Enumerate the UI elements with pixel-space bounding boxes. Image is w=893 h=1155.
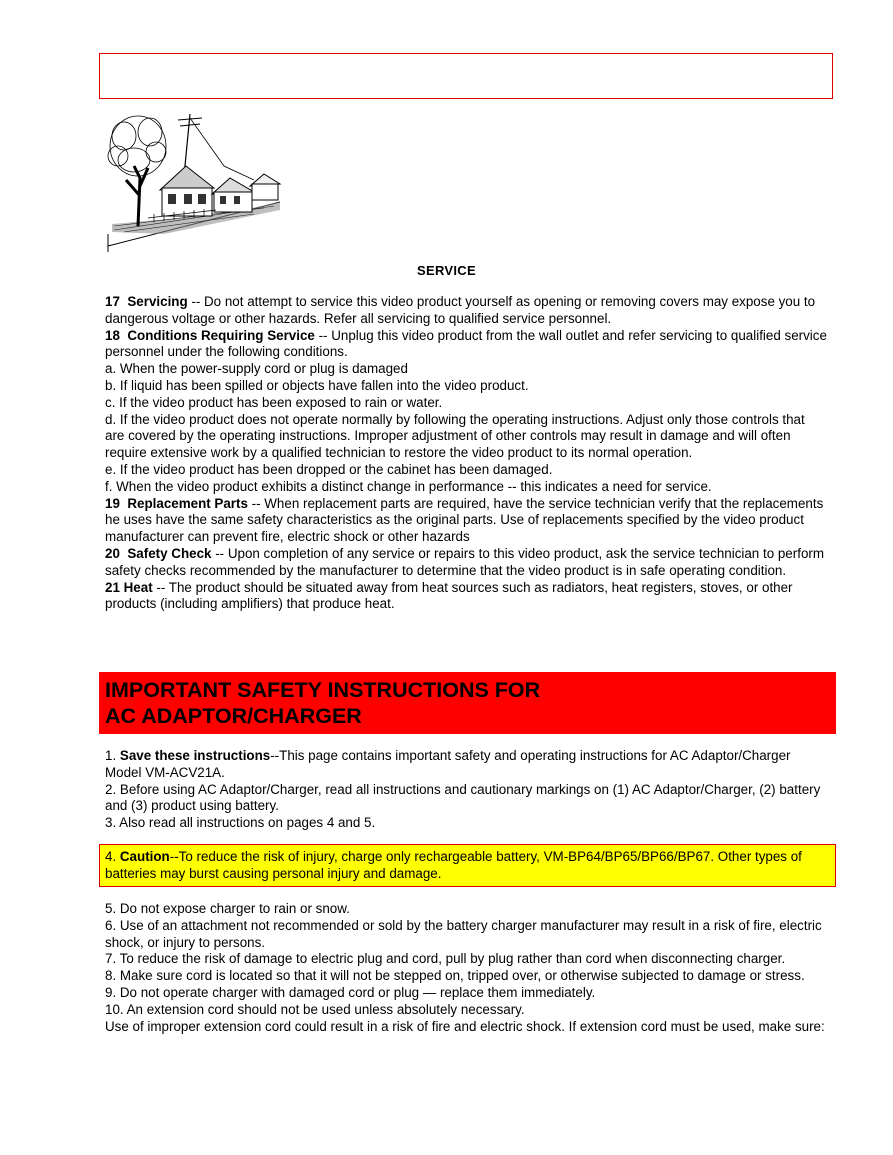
condition-d: d. If the video product does not operate normally by following the operating instructions. Adjust only those controls that are covered by the operating instructions. Improper adjustment of other controls may result in damage and will often require extensive work by a qualified technician to restore the video product to its normal operation. (105, 411, 805, 461)
house-antenna-illustration (104, 106, 284, 252)
charger-item-5: 5. Do not expose charger to rain or snow. (105, 901, 350, 916)
service-item-20: 20 Safety Check -- Upon completion of any service or repairs to this video product, ask the service technician to perform safety checks recommended by the manufacturer to determine that the video product is in safe operating condition. (105, 545, 824, 578)
caution-box: 4. Caution--To reduce the risk of injury, charge only rechargeable battery, VM-BP64/BP65/BP66/BP67. Other types of batteries may burst causing personal injury and damage. (99, 844, 836, 887)
charger-instructions (105, 901, 827, 1035)
item-title: Heat (123, 579, 153, 595)
service-item-17: 17 Servicing -- Do not attempt to service this video product yourself as opening or removing covers may expose you to dangerous voltage or other hazards. Refer all servicing to qualified service personnel. (105, 294, 816, 326)
charger-item-9: 9. Do not operate charger with damaged cord or plug — replace them immediately. (105, 984, 596, 1000)
charger-item-7: 7. To reduce the risk of damage to electric plug and cord, pull by plug rather than cord when disconnecting charger. (105, 951, 786, 967)
banner-line-1: IMPORTANT SAFETY INSTRUCTIONS FOR (105, 678, 541, 702)
condition-f: f. When the video product exhibits a distinct change in performance -- this indicates a need for service. (105, 478, 712, 494)
safety-banner (99, 672, 836, 734)
adaptor-item-1: 1. Save these instructions--This page contains important safety and operating instructions for AC Adaptor/Charger Model VM-ACV21A. (105, 748, 791, 780)
condition-b: b. If liquid has been spilled or objects have fallen into the video product. (105, 377, 529, 393)
extension-cord-note: Use of improper extension cord could result in a risk of fire and electric shock. If extension cord must be used, make sure: (105, 1018, 825, 1034)
item-title: Save these instructions (119, 748, 271, 763)
service-section (105, 294, 827, 613)
adaptor-section (105, 748, 827, 832)
adaptor-item-3: 3. Also read all instructions on pages 4 and 5. (105, 815, 376, 831)
banner-line-2: AC ADAPTOR/CHARGER (105, 704, 362, 728)
item-title: Conditions Requiring Service (127, 327, 315, 343)
condition-a: a. When the power-supply cord or plug is damaged (105, 361, 408, 377)
item-title: Safety Check (127, 545, 212, 561)
charger-item-10: 10. An extension cord should not be used unless absolutely necessary. (105, 1001, 525, 1017)
item-title: Servicing (127, 294, 188, 309)
adaptor-item-2: 2. Before using AC Adaptor/Charger, read all instructions and cautionary markings on (1) AC Adaptor/Charger, (2) battery and (3) product using battery. (105, 781, 821, 814)
charger-item-6: 6. Use of an attachment not recommended or sold by the battery charger manufacturer may result in a risk of fire, electric shock, or injury to persons. (105, 917, 822, 950)
item-title: Replacement Parts (127, 495, 248, 511)
condition-e: e. If the video product has been dropped or the cabinet has been damaged. (105, 461, 553, 477)
charger-item-8: 8. Make sure cord is located so that it will not be stepped on, tripped over, or otherwise subjected to damage or stress. (105, 968, 805, 984)
service-item-19: 19 Replacement Parts -- When replacement parts are required, have the service technician verify that the replacements he uses have the same safety characteristics as the original parts. Use of replacements specified by the video product manufacturer can prevent fire, electric shock or other hazards (105, 495, 824, 545)
service-item-21: 21 Heat -- The product should be situated away from heat sources such as radiators, heat registers, stoves, or other products (including amplifiers) that produce heat. (105, 579, 793, 612)
service-item-18: 18 Conditions Requiring Service -- Unplug this video product from the wall outlet and refer servicing to qualified service personnel under the following conditions. (105, 327, 827, 360)
condition-c: c. If the video product has been exposed to rain or water. (105, 394, 443, 410)
service-heading: SERVICE (417, 263, 476, 278)
header-box (99, 53, 833, 99)
caution-title: Caution (119, 849, 170, 864)
